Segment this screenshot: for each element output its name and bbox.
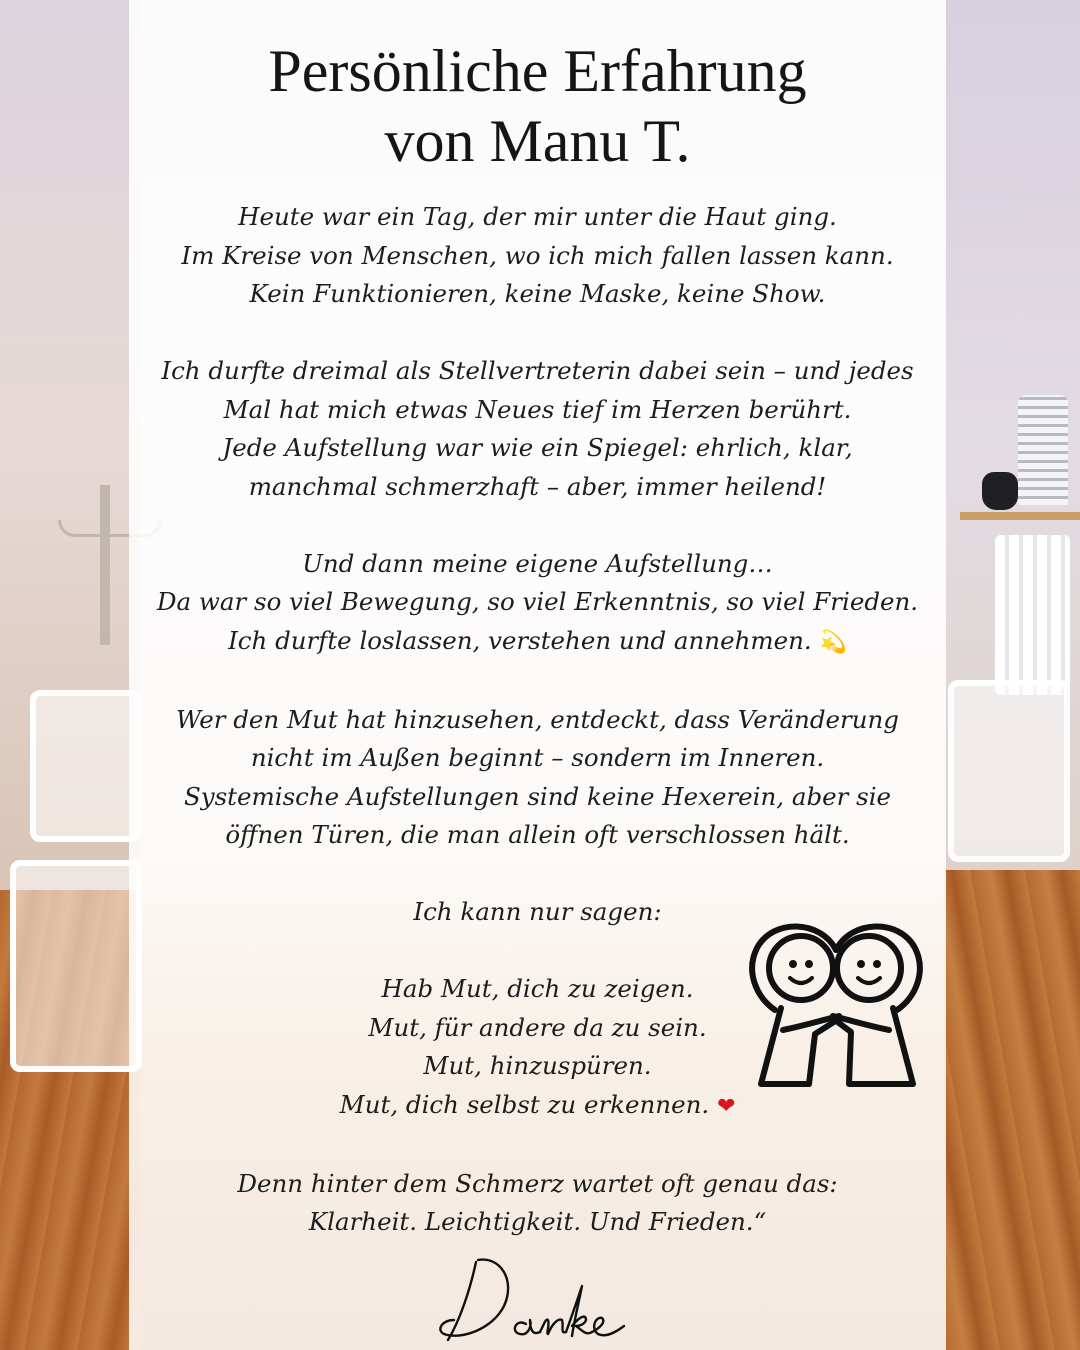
white-chair — [948, 680, 1070, 862]
text-line: Kein Funktionieren, keine Maske, keine Show. — [249, 279, 826, 308]
text-panel — [129, 0, 946, 1350]
text-line: Ich kann nur sagen: — [413, 897, 662, 926]
text-fragment: Mut, dich selbst zu erkennen. — [339, 1089, 710, 1119]
wall-shelf — [960, 512, 1080, 520]
text-line-with-emoji — [129, 622, 946, 663]
text-line: Systemische Aufstellungen sind keine Hexerein, aber sie — [183, 781, 892, 811]
paragraph-gap — [129, 506, 946, 545]
text-line: Jede Aufstellung war wie ein Spiegel: ehrlich, klar, — [222, 433, 853, 462]
title-line: von Manu T. — [384, 108, 691, 174]
wooden-floor-right — [945, 870, 1080, 1350]
white-chair — [10, 860, 142, 1072]
dizzy-sparkle-icon: 💫 — [819, 629, 847, 655]
text-line: manchmal schmerzhaft – aber, immer heilend! — [248, 471, 827, 501]
text-line: Hab Mut, dich zu zeigen. — [381, 974, 694, 1003]
text-fragment: Ich durfte loslassen, verstehen und annehmen. — [228, 625, 812, 655]
text-line: Mut, hinzuspüren. — [423, 1051, 652, 1080]
radiator — [995, 535, 1070, 695]
text-line: Denn hinter dem Schmerz wartet oft genau das: — [237, 1168, 838, 1198]
title-line: Persönliche Erfahrung — [268, 38, 807, 104]
text-line: Mal hat mich etwas Neues tief im Herzen berührt. — [223, 394, 852, 424]
black-vase — [982, 472, 1018, 510]
text-line: öffnen Türen, die man allein oft verschlossen hält. — [225, 820, 850, 849]
two-friends-heart-icon — [743, 908, 929, 1094]
text-line: Klarheit. Leichtigkeit. Und Frieden.“ — [308, 1207, 767, 1236]
text-line: Da war so viel Bewegung, so viel Erkenntnis, so viel Frieden. — [156, 587, 919, 616]
danke-signature — [430, 1240, 650, 1350]
page-title — [129, 36, 946, 176]
text-line: Ich durfte dreimal als Stellvertreterin dabei sein – und jedes — [161, 356, 914, 385]
text-line: Und dann meine eigene Aufstellung… — [302, 548, 773, 578]
red-heart-icon: ❤ — [716, 1093, 736, 1119]
paragraph-gap — [129, 1126, 946, 1165]
text-line: Wer den Mut hat hinzusehen, entdeckt, dass Veränderung — [176, 704, 899, 734]
lantern — [1018, 395, 1068, 505]
text-line: Heute war ein Tag, der mir unter die Haut ging. — [238, 202, 837, 231]
text-line: Mut, für andere da zu sein. — [368, 1012, 707, 1042]
candelabra — [100, 485, 110, 645]
paragraph-gap — [129, 662, 946, 701]
text-line: nicht im Außen beginnt – sondern im Inneren. — [250, 743, 825, 772]
white-chair — [30, 690, 142, 842]
paragraph-gap — [129, 855, 946, 894]
paragraph-gap — [129, 314, 946, 353]
text-line: Im Kreise von Menschen, wo ich mich fallen lassen kann. — [181, 240, 894, 270]
